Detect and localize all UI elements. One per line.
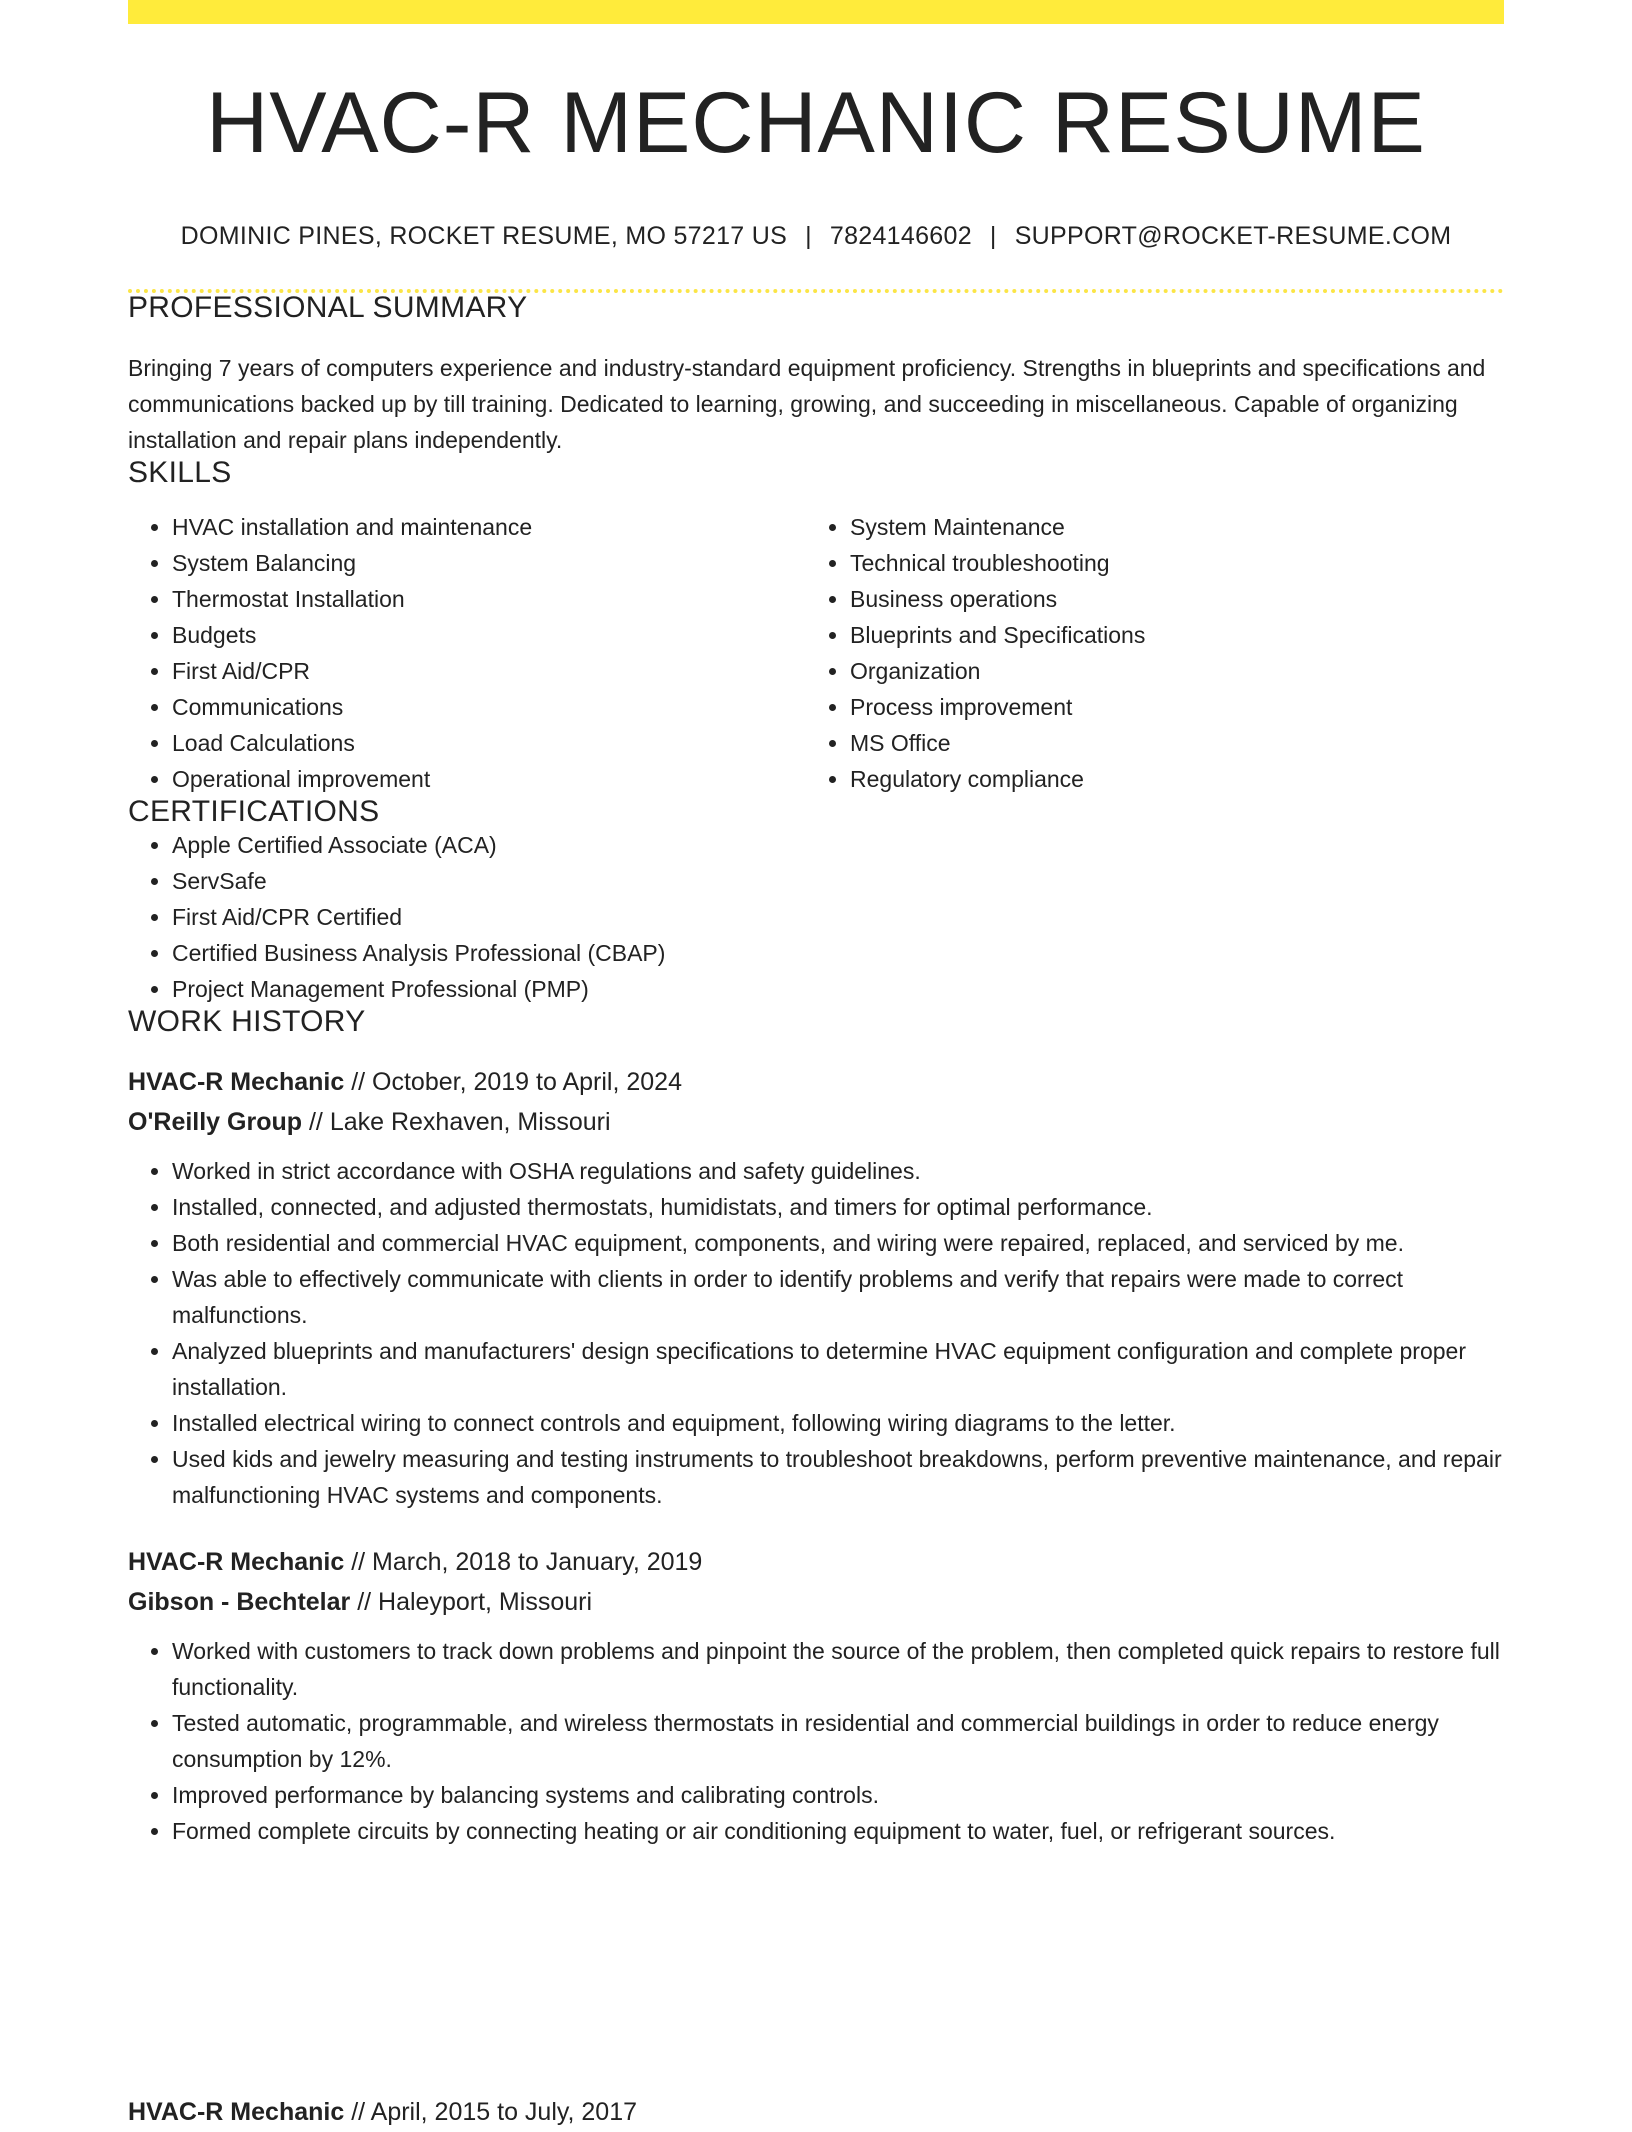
skill-item: • System Balancing xyxy=(172,545,806,581)
job-duty-item: • Analyzed blueprints and manufacturers' design specifications to determine HVAC equipment configuration and complete proper installation. xyxy=(172,1333,1504,1405)
skill-item: • Organization xyxy=(850,653,1484,689)
job-title: HVAC-R Mechanic xyxy=(128,1068,345,1096)
skill-item: • Budgets xyxy=(172,617,806,653)
job-company: Gibson - Bechtelar xyxy=(128,1588,351,1616)
job-dates: // March, 2018 to January, 2019 xyxy=(344,1548,703,1576)
job-duty-item: • Formed complete circuits by connecting heating or air conditioning equipment to water, fuel, or refrigerant sources. xyxy=(172,1813,1504,1849)
job-title-line xyxy=(128,2092,637,2132)
job-location: // Lake Rexhaven, Missouri xyxy=(302,1108,611,1136)
skill-item: • HVAC installation and maintenance xyxy=(172,509,806,545)
skills-heading: SKILLS xyxy=(128,456,232,489)
certifications-heading: CERTIFICATIONS xyxy=(128,795,380,828)
certification-item: • First Aid/CPR Certified xyxy=(172,899,1504,935)
summary-heading: PROFESSIONAL SUMMARY xyxy=(128,291,528,324)
job-duty-item: • Installed electrical wiring to connect controls and equipment, following wiring diagrams to the letter. xyxy=(172,1405,1504,1441)
job-company: O'Reilly Group xyxy=(128,1108,303,1136)
job-duty-item: • Installed, connected, and adjusted thermostats, humidistats, and timers for optimal performance. xyxy=(172,1189,1504,1225)
skill-item: • Technical troubleshooting xyxy=(850,545,1484,581)
job-location: // Haleyport, Missouri xyxy=(350,1588,593,1616)
job-title-line xyxy=(128,1062,1504,1102)
skill-item: • Thermostat Installation xyxy=(172,581,806,617)
job-duty-item: • Tested automatic, programmable, and wireless thermostats in residential and commercial buildings in order to reduce energy consumption by 12%. xyxy=(172,1705,1504,1777)
skills-column-left xyxy=(128,509,806,797)
job-duty-item: • Both residential and commercial HVAC equipment, components, and wiring were repaired, replaced, and serviced by me. xyxy=(172,1225,1504,1261)
certification-item: • ServSafe xyxy=(172,863,1504,899)
skill-item: • MS Office xyxy=(850,725,1484,761)
skills-column-right xyxy=(806,509,1484,797)
job-duties xyxy=(128,1153,1504,1513)
job-duties xyxy=(128,1633,1504,1849)
job-entry xyxy=(128,1062,1504,1513)
contact-email: SUPPORT@ROCKET-RESUME.COM xyxy=(1014,222,1452,250)
contact-separator: | xyxy=(989,222,997,250)
job-entry xyxy=(128,1542,1504,1849)
skill-item: • Regulatory compliance xyxy=(850,761,1484,797)
job-duty-item: • Improved performance by balancing systems and calibrating controls. xyxy=(172,1777,1504,1813)
job-duty-item: • Was able to effectively communicate with clients in order to identify problems and verify that repairs were made to correct malfunctions. xyxy=(172,1261,1504,1333)
resume-page xyxy=(128,0,1504,1849)
skill-item: • Process improvement xyxy=(850,689,1484,725)
contact-line xyxy=(128,224,1504,249)
work-history-heading: WORK HISTORY xyxy=(128,1005,366,1038)
certification-item: • Certified Business Analysis Professional (CBAP) xyxy=(172,935,1504,971)
job-duty-item: • Used kids and jewelry measuring and testing instruments to troubleshoot breakdowns, perform preventive maintenance, and repair malfunctioning HVAC systems and components. xyxy=(172,1441,1504,1513)
job-duty-item: • Worked in strict accordance with OSHA regulations and safety guidelines. xyxy=(172,1153,1504,1189)
skill-item: • Operational improvement xyxy=(172,761,806,797)
job-company-line xyxy=(128,1582,1504,1622)
contact-address: DOMINIC PINES, ROCKET RESUME, MO 57217 US xyxy=(180,222,788,250)
certification-item: • Apple Certified Associate (ACA) xyxy=(172,827,1504,863)
skill-item: • System Maintenance xyxy=(850,509,1484,545)
contact-phone: 7824146602 xyxy=(829,222,972,250)
job-dates: // October, 2019 to April, 2024 xyxy=(344,1068,682,1096)
job-title-line xyxy=(128,1542,1504,1582)
job-company-line xyxy=(128,1102,1504,1142)
skill-item: • Blueprints and Specifications xyxy=(850,617,1484,653)
skill-item: • Business operations xyxy=(850,581,1484,617)
contact-separator: | xyxy=(805,222,812,250)
job-title: HVAC-R Mechanic xyxy=(128,1548,345,1576)
summary-text: Bringing 7 years of computers experience and industry-standard equipment proficiency. Strengths in blueprints and specifications and communications backed up by till training. Dedicated to learning, growing, and succeeding in miscellaneous. Capable of organizing installation and repair plans independently. xyxy=(128,355,1486,453)
job-dates: // April, 2015 to July, 2017 xyxy=(344,2098,638,2126)
accent-bar xyxy=(128,0,1504,24)
skills-list xyxy=(128,509,1504,797)
job-duty-item: • Worked with customers to track down problems and pinpoint the source of the problem, then completed quick repairs to restore full functionality. xyxy=(172,1633,1504,1705)
skill-item: • Communications xyxy=(172,689,806,725)
certifications-list xyxy=(128,827,1504,1007)
job-title: HVAC-R Mechanic xyxy=(128,2098,345,2126)
certification-item: • Project Management Professional (PMP) xyxy=(172,971,1504,1007)
skill-item: • First Aid/CPR xyxy=(172,653,806,689)
resume-title: HVAC-R MECHANIC RESUME xyxy=(206,75,1426,171)
skill-item: • Load Calculations xyxy=(172,725,806,761)
